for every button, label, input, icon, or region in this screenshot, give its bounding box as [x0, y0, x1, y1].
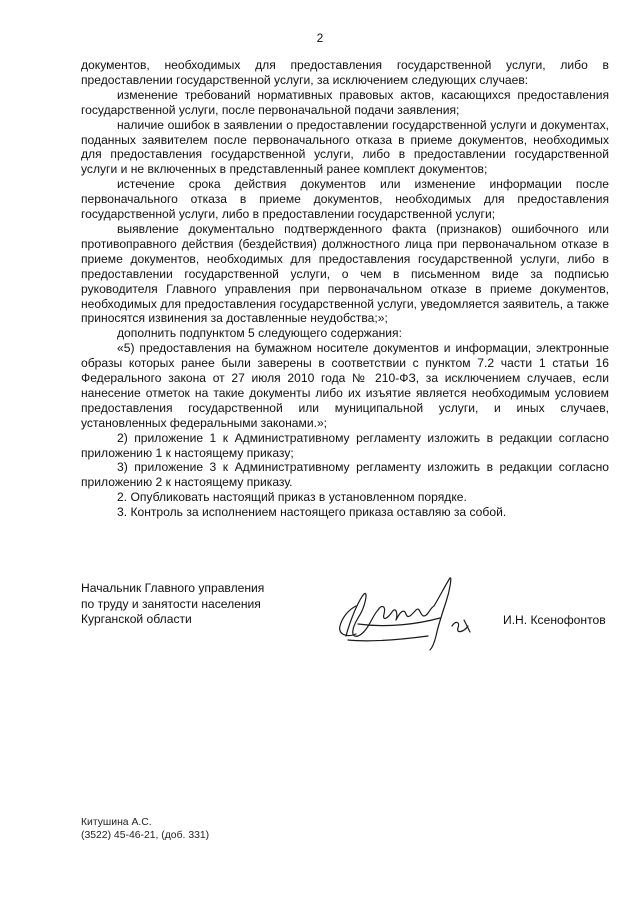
paragraph: 2. Опубликовать настоящий приказ в установленном порядке. [117, 490, 467, 505]
page-number: 2 [316, 31, 324, 45]
signer-position-line: Начальник Главного управления [81, 581, 265, 595]
signer-name: И.Н. Ксенофонтов [503, 613, 606, 627]
paragraph: 2) приложение 1 к Административному регламенту изложить в редакции согласно приложению 1 к настоящему приказу; [81, 430, 609, 460]
paragraph: изменение требований нормативных правовых актов, касающихся предоставления государственной услуги, после первоначальной подачи заявления; [81, 87, 609, 117]
document-body [81, 58, 609, 520]
signer-position [81, 581, 264, 628]
paragraph: дополнить подпунктом 5 следующего содержания: [117, 326, 402, 341]
handwritten-signature [328, 566, 498, 656]
executor-info [81, 816, 209, 842]
executor-name: Китушина А.С. [81, 817, 152, 828]
executor-phone: (3522) 45-46-21, (доб. 331) [81, 830, 210, 841]
paragraph: 3. Контроль за исполнением настоящего приказа оставляю за собой. [117, 505, 507, 520]
paragraph: 3) приложение 3 к Административному регламенту изложить в редакции согласно приложению 2 к настоящему приказу. [81, 460, 609, 490]
signer-position-line: по труду и занятости населения [81, 596, 261, 611]
signer-position-line: Курганской области [81, 612, 192, 627]
paragraph: документов, необходимых для предоставления государственной услуги, либо в предоставлении государственной услуги, за исключением следующих случаев: [81, 58, 609, 87]
paragraph: наличие ошибок в заявлении о предоставлении государственной услуги и документах, поданных заявителем после первоначального отказа в приеме документов, необходимых для предоставления государственной услуги, либо в предоставлении государственной услуги и не включенных в представленный ранее комплект документов; [81, 117, 609, 177]
paragraph: истечение срока действия документов или изменение информации после первоначального отказа в приеме документов, необходимых для предоставления государственной услуги, либо в предоставлении государственной услуги; [81, 177, 609, 222]
paragraph: выявление документально подтвержденного факта (признаков) ошибочного или противоправного действия (бездействия) должностного лица при первоначальном отказе в приеме документов, необходимых для предоставления государственной услуги, либо в предоставлении государственной услуги, о чем в письменном виде за подписью руководителя Главного управления при первоначальном отказе в приеме документов, необходимых для предоставления государственной услуги, уведомляется заявитель, а также приносятся извинения за доставленные неудобства;»; [81, 221, 609, 326]
paragraph: «5) предоставления на бумажном носителе документов и информации, электронные образы которых ранее были заверены в соответствии с пунктом 7.2 части 1 статьи 16 Федерального закона от 27 июля 2010 года № 210-ФЗ, за исключением случаев, если нанесение отметок на такие документы либо их изъятие является необходимым условием предоставления государственной или муниципальной услуги, и иных случаев, установленных федеральными законами.»; [81, 341, 609, 430]
